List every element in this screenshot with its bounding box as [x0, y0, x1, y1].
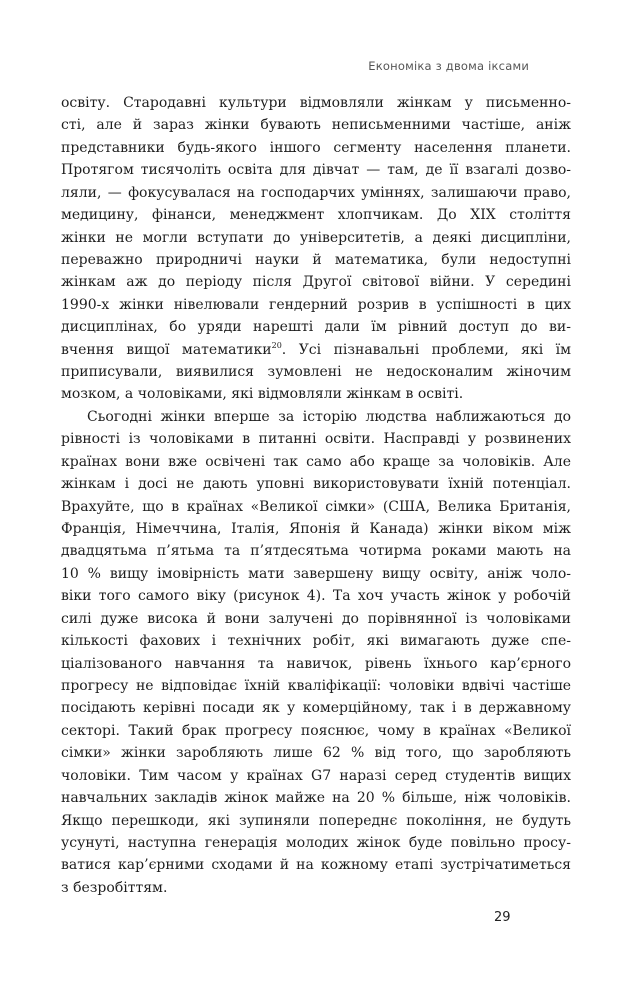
text-line: ціалізованого навчання та навичок, рівень їхнього кар’єрного — [61, 655, 571, 672]
text-line: навчальних закладів жінок майже на 20 % більше, ніж чоловіків. — [61, 790, 571, 807]
text-line: усунуті, наступна генерація молодих жінок буде повільно просу- — [61, 834, 571, 851]
footnote-reference[interactable]: 20 — [271, 340, 282, 350]
text-line: сті, але й зараз жінки бувають неписьменними частіше, аніж — [61, 117, 571, 134]
text-line: Сьогодні жінки вперше за історію людства наближаються до — [87, 408, 571, 425]
paragraph — [61, 406, 571, 899]
text-line: країнах вони вже освічені так само або краще за чоловіків. Але — [61, 453, 571, 470]
text-segment: вчення вищої математики — [61, 341, 272, 358]
page-number: 29 — [494, 910, 511, 925]
text-line: з безробіттям. — [61, 879, 168, 896]
text-line: силі дуже висока й вони залучені до порівнянної із чоловіками — [61, 610, 571, 627]
text-line: сімки» жінки заробляють лише 62 % від того, що заробляють — [61, 745, 571, 762]
text-line: Якщо перешкоди, які зупиняли попереднє покоління, не будуть — [61, 812, 571, 829]
text-line: віки того самого віку (рисунок 4). Та хоч участь жінок у робочій — [61, 588, 571, 605]
text-line: секторі. Такий брак прогресу пояснює, чому в країнах «Великої — [61, 722, 571, 739]
text-line: мозком, а чоловіками, які відмовляли жінкам в освіті. — [61, 386, 464, 403]
text-line: ватися кар’єрними сходами й на кожному етапі зустрічатиметься — [61, 857, 571, 874]
text-line: медицину, фінанси, менеджмент хлопчикам. До XIX століття — [61, 207, 571, 224]
text-line: Протягом тисячоліть освіта для дівчат — там, де її взагалі дозво- — [61, 162, 571, 179]
text-line: представники будь-якого іншого сегменту населення планети. — [61, 139, 571, 156]
body-text — [61, 92, 571, 899]
text-line: кількості фахових і технічних робіт, які вимагають дуже спе- — [61, 633, 571, 650]
text-line: ляли, — фокусувалася на господарчих уміннях, залишаючи право, — [61, 184, 571, 201]
text-line — [61, 339, 571, 361]
text-line: жінки не могли вступати до університетів, а деякі дисципліни, — [61, 229, 571, 246]
paragraph — [61, 92, 571, 406]
text-line: прогресу не відповідає їхній кваліфікації: чоловіки вдвічі частіше — [61, 677, 571, 694]
text-line: Врахуйте, що в країнах «Великої сімки» (США, Велика Британія, — [61, 498, 571, 515]
text-segment: . Усі пізнавальні проблеми, які їм — [281, 341, 571, 358]
text-line: двадцятьма п’ятьма та п’ятдесятьма чотирма роками мають на — [61, 543, 571, 560]
text-line: приписували, виявилися зумовлені не недосконалим жіночим — [61, 364, 571, 381]
text-line: 10 % вищу імовірність мати завершену вищу освіту, аніж чоло- — [61, 565, 571, 582]
text-line: 1990-х жінки нівелювали гендерний розрив в успішності в цих — [61, 296, 571, 313]
text-line: рівності із чоловіками в питанні освіти. Насправді у розвинених — [61, 431, 571, 448]
text-line: Франція, Німеччина, Італія, Японія й Канада) жінки віком між — [61, 521, 571, 538]
text-line: жінкам аж до періоду після Другої світової війни. У середині — [61, 274, 571, 291]
text-line: посідають керівні посади як у комерційному, так і в державному — [61, 700, 571, 717]
text-line: чоловіки. Тим часом у країнах G7 наразі серед студентів вищих — [61, 767, 571, 784]
running-head: Економіка з двома іксами — [368, 59, 529, 73]
text-line: дисциплінах, бо уряди нарешті дали їм рівний доступ до ви- — [61, 319, 571, 336]
text-line: жінкам і досі не дають уповні використовувати їхній потенціал. — [61, 476, 571, 493]
text-line: освіту. Стародавні культури відмовляли жінкам у письменно- — [61, 95, 571, 111]
text-line: переважно природничі науки й математика, були недоступні — [61, 251, 571, 268]
